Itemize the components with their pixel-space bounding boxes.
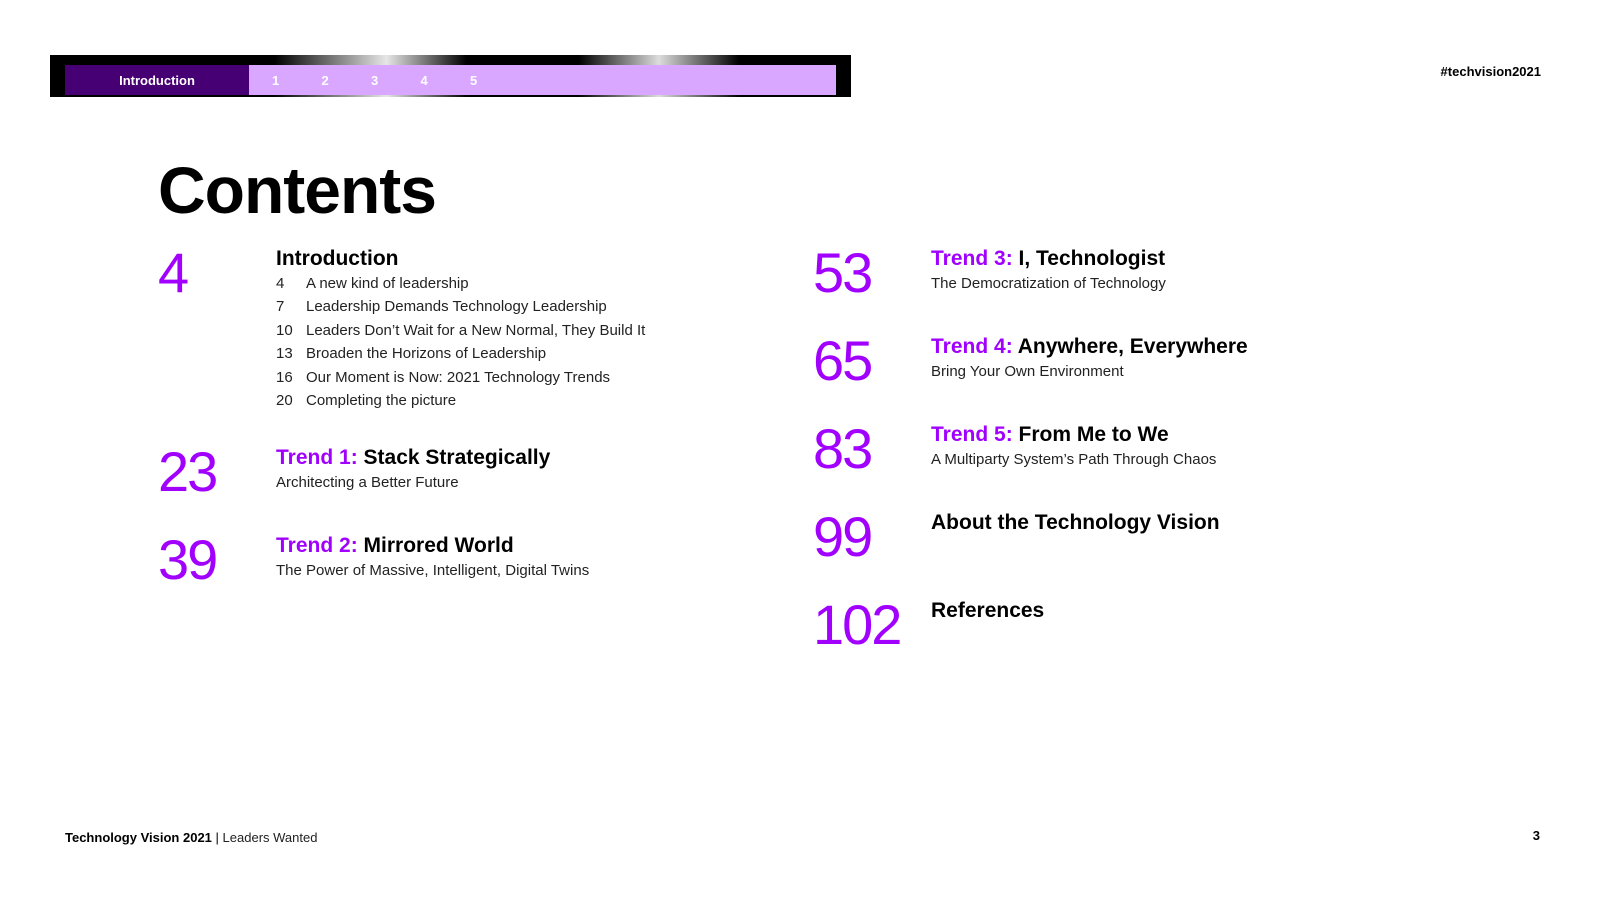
- section-nav-bar: [50, 55, 851, 97]
- toc-heading-trend-3[interactable]: [931, 247, 1166, 271]
- toc-heading-introduction[interactable]: Introduction: [276, 247, 399, 270]
- toc-page-number: 99: [813, 505, 872, 568]
- toc-page-number: 65: [813, 329, 872, 392]
- toc-page-number: 53: [813, 241, 872, 304]
- toc-subitem[interactable]: [276, 366, 645, 389]
- footer: [65, 830, 317, 845]
- nav-sections: [249, 65, 836, 95]
- nav-tab-2[interactable]: 2: [321, 72, 329, 88]
- toc-subitem-label: Completing the picture: [306, 392, 457, 410]
- trend-label: Trend 2:: [276, 534, 358, 557]
- toc-entry-body: [276, 446, 550, 495]
- trend-label: Trend 4:: [931, 335, 1013, 358]
- toc-entry-body: [931, 247, 1166, 296]
- trend-title: I, Technologist: [1018, 247, 1166, 270]
- toc-entry-body: [931, 511, 1220, 535]
- toc-subitem[interactable]: [276, 389, 645, 412]
- toc-subitem-page: 7: [276, 298, 285, 316]
- toc-heading-trend-5[interactable]: [931, 423, 1216, 447]
- toc-subitem-page: 10: [276, 321, 293, 339]
- toc-subitem-page: 20: [276, 392, 293, 410]
- toc-heading-trend-2[interactable]: [276, 534, 589, 558]
- toc-entry-body: [931, 599, 1044, 623]
- toc-subitem[interactable]: [276, 342, 645, 365]
- toc-subitem-label: Leadership Demands Technology Leadership: [306, 298, 607, 316]
- toc-page-number: 23: [158, 440, 217, 503]
- toc-subitem[interactable]: [276, 319, 645, 342]
- toc-sublist: [276, 272, 645, 412]
- nav-tab-5[interactable]: 5: [470, 72, 478, 88]
- nav-tab-introduction[interactable]: Introduction: [65, 65, 249, 95]
- toc-entry-body: [276, 247, 645, 412]
- toc-heading-trend-4[interactable]: [931, 335, 1248, 359]
- toc-page-number: 83: [813, 417, 872, 480]
- nav-tab-4[interactable]: 4: [420, 72, 428, 88]
- trend-label: Trend 5:: [931, 423, 1013, 446]
- toc-heading-references[interactable]: References: [931, 599, 1045, 622]
- trend-title: Mirrored World: [363, 534, 514, 557]
- toc-page-number: 102: [813, 593, 901, 656]
- toc-subitem-label: A new kind of leadership: [306, 275, 469, 292]
- footer-tagline: Leaders Wanted: [222, 830, 318, 845]
- toc-subitem-page: 4: [276, 275, 285, 292]
- trend-subtitle: Architecting a Better Future: [276, 474, 459, 491]
- trend-subtitle: Bring Your Own Environment: [931, 363, 1124, 380]
- toc-subitem-label: Broaden the Horizons of Leadership: [306, 345, 547, 363]
- toc-heading-trend-1[interactable]: [276, 446, 550, 470]
- toc-subitem-label: Our Moment is Now: 2021 Technology Trends: [306, 368, 611, 386]
- toc-subitem-label: Leaders Don’t Wait for a New Normal, They Build It: [306, 321, 646, 339]
- toc-entry-body: [276, 534, 589, 583]
- toc-subitem-page: 16: [276, 368, 293, 386]
- nav-tab-3[interactable]: 3: [371, 72, 379, 88]
- toc-entry-body: [931, 423, 1216, 472]
- trend-subtitle: The Democratization of Technology: [931, 275, 1166, 292]
- trend-title: Anywhere, Everywhere: [1017, 335, 1248, 358]
- trend-title: From Me to We: [1018, 423, 1169, 446]
- hashtag: #techvision2021: [1440, 64, 1541, 79]
- toc-page-number: 4: [158, 241, 188, 304]
- toc-page-number: 39: [158, 528, 217, 591]
- trend-subtitle: A Multiparty System’s Path Through Chaos: [931, 451, 1217, 468]
- toc-entry-body: [931, 335, 1248, 384]
- trend-label: Trend 3:: [931, 247, 1013, 270]
- trend-title: Stack Strategically: [363, 446, 551, 469]
- trend-subtitle: The Power of Massive, Intelligent, Digital Twins: [276, 562, 590, 579]
- toc-subitem[interactable]: [276, 295, 645, 318]
- trend-label: Trend 1:: [276, 446, 358, 469]
- nav-tab-1[interactable]: 1: [272, 72, 280, 88]
- toc-heading-about[interactable]: About the Technology Vision: [931, 511, 1220, 534]
- toc-subitem[interactable]: [276, 272, 645, 295]
- footer-brand: Technology Vision 2021: [65, 830, 212, 845]
- toc-subitem-page: 13: [276, 345, 293, 363]
- footer-separator: |: [215, 830, 219, 845]
- section-nav: [65, 65, 836, 95]
- page-title: Contents: [158, 153, 436, 227]
- page-number: 3: [1532, 828, 1540, 843]
